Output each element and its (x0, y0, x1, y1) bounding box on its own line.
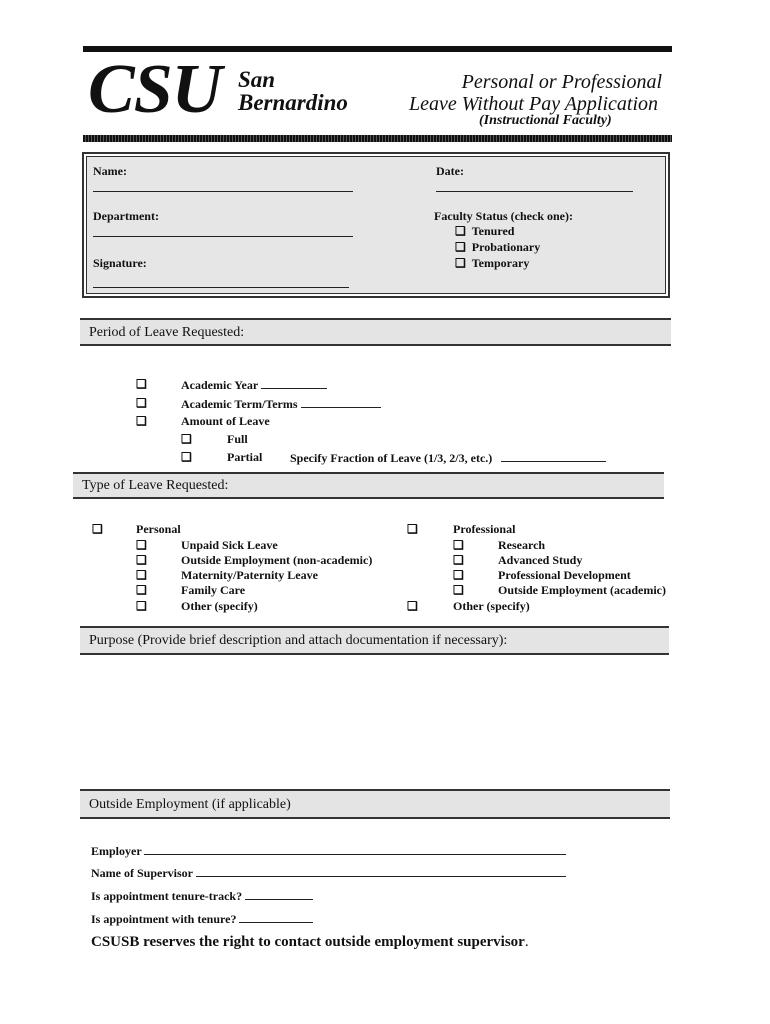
date-field[interactable] (436, 180, 633, 192)
status-option-tenured[interactable]: ❑ Tenured (455, 224, 515, 238)
employer-label: Employer (91, 843, 566, 859)
supervisor-label: Name of Supervisor (91, 865, 566, 881)
fraction-label: Specify Fraction of Leave (1/3, 2/3, etc.) (290, 450, 606, 466)
academic-year-label: Academic Year (181, 377, 327, 393)
form-subtitle: (Instructional Faculty) (479, 113, 612, 128)
personal-item-family-care[interactable]: ❑ Family Care (136, 583, 246, 597)
contact-notice: CSUSB reserves the right to contact outside employment supervisor. (91, 934, 529, 950)
logo-bernardino: Bernardino (238, 90, 348, 115)
checkbox-icon[interactable]: ❑ (136, 568, 147, 582)
checkbox-icon[interactable]: ❑ (455, 224, 466, 238)
form-title-line2: Leave Without Pay Application (409, 93, 659, 115)
department-field[interactable] (93, 225, 353, 237)
checkbox-icon[interactable]: ❑ (453, 568, 464, 582)
outside-employment-heading: Outside Employment (if applicable) (80, 789, 670, 819)
tenure-track-field[interactable] (245, 888, 313, 900)
personal-label: Personal (136, 522, 181, 536)
checkbox-icon[interactable]: ❑ (136, 414, 147, 428)
purpose-textarea[interactable] (82, 660, 668, 780)
checkbox-icon[interactable]: ❑ (136, 377, 147, 391)
name-label: Name: (93, 164, 127, 178)
checkbox-icon[interactable]: ❑ (407, 522, 418, 536)
professional-other-label: Other (specify) (453, 599, 530, 613)
personal-item-outside-employment[interactable]: ❑ Outside Employment (non-academic) (136, 553, 373, 567)
checkbox-icon[interactable]: ❑ (455, 256, 466, 270)
checkbox-icon[interactable]: ❑ (136, 553, 147, 567)
date-label: Date: (436, 164, 464, 178)
personal-item-maternity[interactable]: ❑ Maternity/Paternity Leave (136, 568, 318, 582)
professional-item-research[interactable]: ❑ Research (453, 538, 546, 552)
checkbox-icon[interactable]: ❑ (453, 538, 464, 552)
status-option-probationary[interactable]: ❑ Probationary (455, 240, 541, 254)
with-tenure-field[interactable] (239, 911, 313, 923)
personal-item-unpaid-sick[interactable]: ❑ Unpaid Sick Leave (136, 538, 278, 552)
header-bottom-rule (83, 135, 672, 142)
personal-item-other[interactable]: ❑ Other (specify) (136, 599, 258, 613)
professional-item-advanced-study[interactable]: ❑ Advanced Study (453, 553, 583, 567)
checkbox-icon[interactable]: ❑ (136, 538, 147, 552)
professional-item-development[interactable]: ❑ Professional Development (453, 568, 631, 582)
status-option-temporary[interactable]: ❑ Temporary (455, 256, 530, 270)
checkbox-icon[interactable]: ❑ (136, 396, 147, 410)
checkbox-icon[interactable]: ❑ (407, 599, 418, 613)
professional-label: Professional (453, 522, 516, 536)
signature-field[interactable] (93, 276, 349, 288)
period-heading: Period of Leave Requested: (80, 318, 671, 346)
signature-label: Signature: (93, 256, 147, 270)
checkbox-icon[interactable]: ❑ (181, 450, 192, 464)
tenure-track-label: Is appointment tenure-track? (91, 888, 313, 904)
name-field[interactable] (93, 180, 353, 192)
csu-logo: CSU (88, 51, 222, 128)
faculty-status-label: Faculty Status (check one): (434, 209, 573, 223)
logo-san: San (238, 67, 276, 92)
professional-item-outside-employment[interactable]: ❑ Outside Employment (academic) (453, 583, 666, 597)
checkbox-icon[interactable]: ❑ (455, 240, 466, 254)
checkbox-icon[interactable]: ❑ (453, 583, 464, 597)
type-heading: Type of Leave Requested: (73, 472, 664, 499)
checkbox-icon[interactable]: ❑ (136, 583, 147, 597)
supervisor-field[interactable] (196, 865, 566, 877)
checkbox-icon[interactable]: ❑ (181, 432, 192, 446)
checkbox-icon[interactable]: ❑ (136, 599, 147, 613)
checkbox-icon[interactable]: ❑ (92, 522, 103, 536)
amount-of-leave-label: Amount of Leave (181, 414, 270, 428)
checkbox-icon[interactable]: ❑ (453, 553, 464, 567)
form-title-line1: Personal or Professional (461, 71, 662, 93)
with-tenure-label: Is appointment with tenure? (91, 911, 313, 927)
partial-label: Partial (227, 450, 263, 464)
full-label: Full (227, 432, 248, 446)
employer-field[interactable] (144, 843, 566, 855)
academic-term-label: Academic Term/Terms (181, 396, 381, 412)
purpose-heading: Purpose (Provide brief description and attach documentation if necessary): (80, 626, 669, 655)
department-label: Department: (93, 209, 159, 223)
